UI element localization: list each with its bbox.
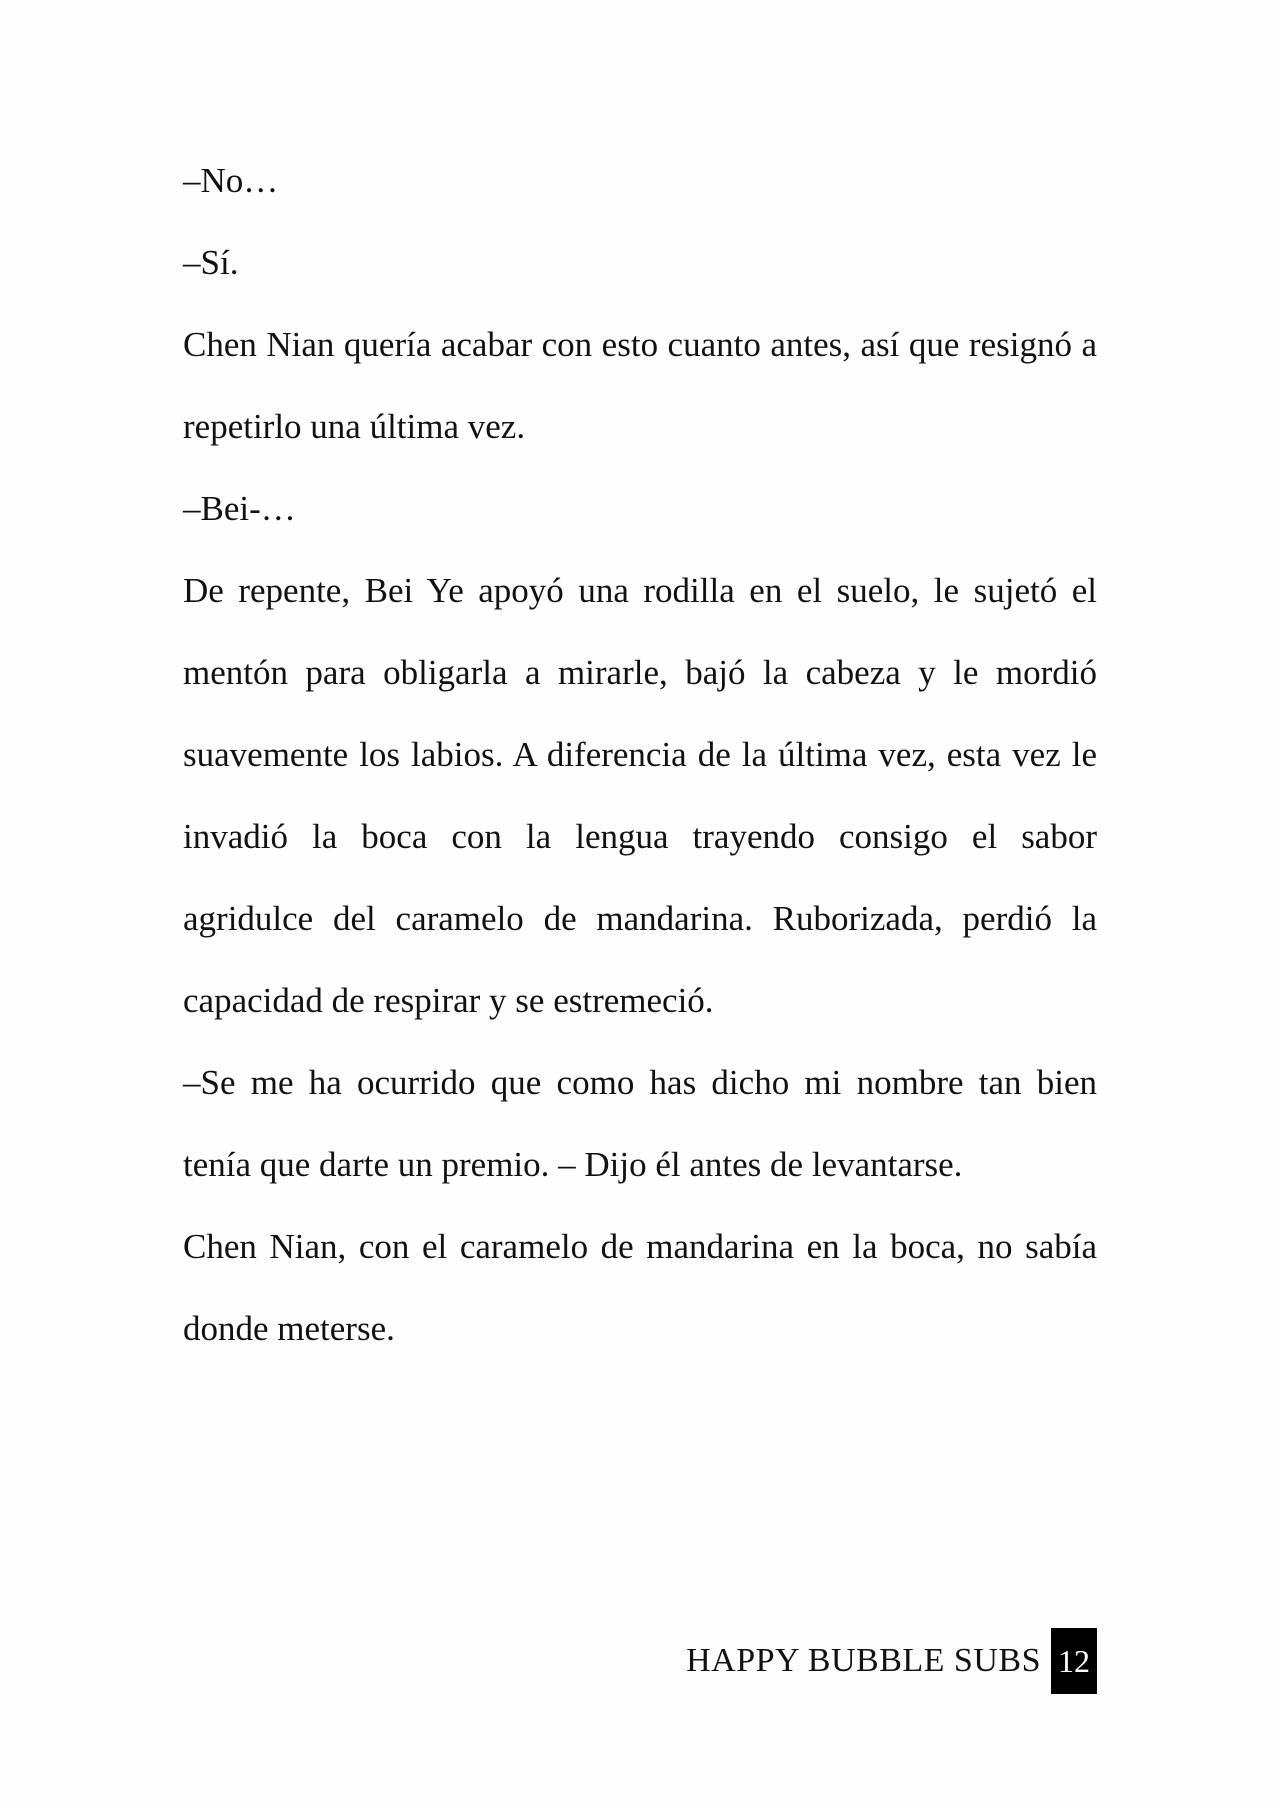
paragraph: –Sí. [183, 243, 239, 282]
paragraph: Chen Nian, con el caramelo de mandarina en la boca, no sabía donde meterse. [183, 1227, 1097, 1348]
paragraph: –Se me ha ocurrido que como has dicho mi nombre tan bien tenía que darte un premio. – Dijo él antes de levantarse. [183, 1063, 1097, 1184]
paragraph: Chen Nian quería acabar con esto cuanto antes, así que resignó a repetirlo una última vez. [183, 325, 1097, 446]
page-body [183, 140, 1097, 1370]
page-footer [0, 1628, 1097, 1694]
paragraph: –Bei-… [183, 489, 296, 528]
paragraph: De repente, Bei Ye apoyó una rodilla en el suelo, le sujetó el mentón para obligarla a mirarle, bajó la cabeza y le mordió suavemente los labios. A diferencia de la última vez, esta vez le invadió la boca con la lengua trayendo consigo el sabor agridulce del caramelo de mandarina. Ruborizada, perdió la capacidad de respirar y se estremeció. [183, 571, 1097, 1020]
paragraph: –No… [183, 161, 279, 200]
footer-label: HAPPY BUBBLE SUBS [686, 1642, 1041, 1679]
page-number-badge: 12 [1051, 1628, 1097, 1694]
